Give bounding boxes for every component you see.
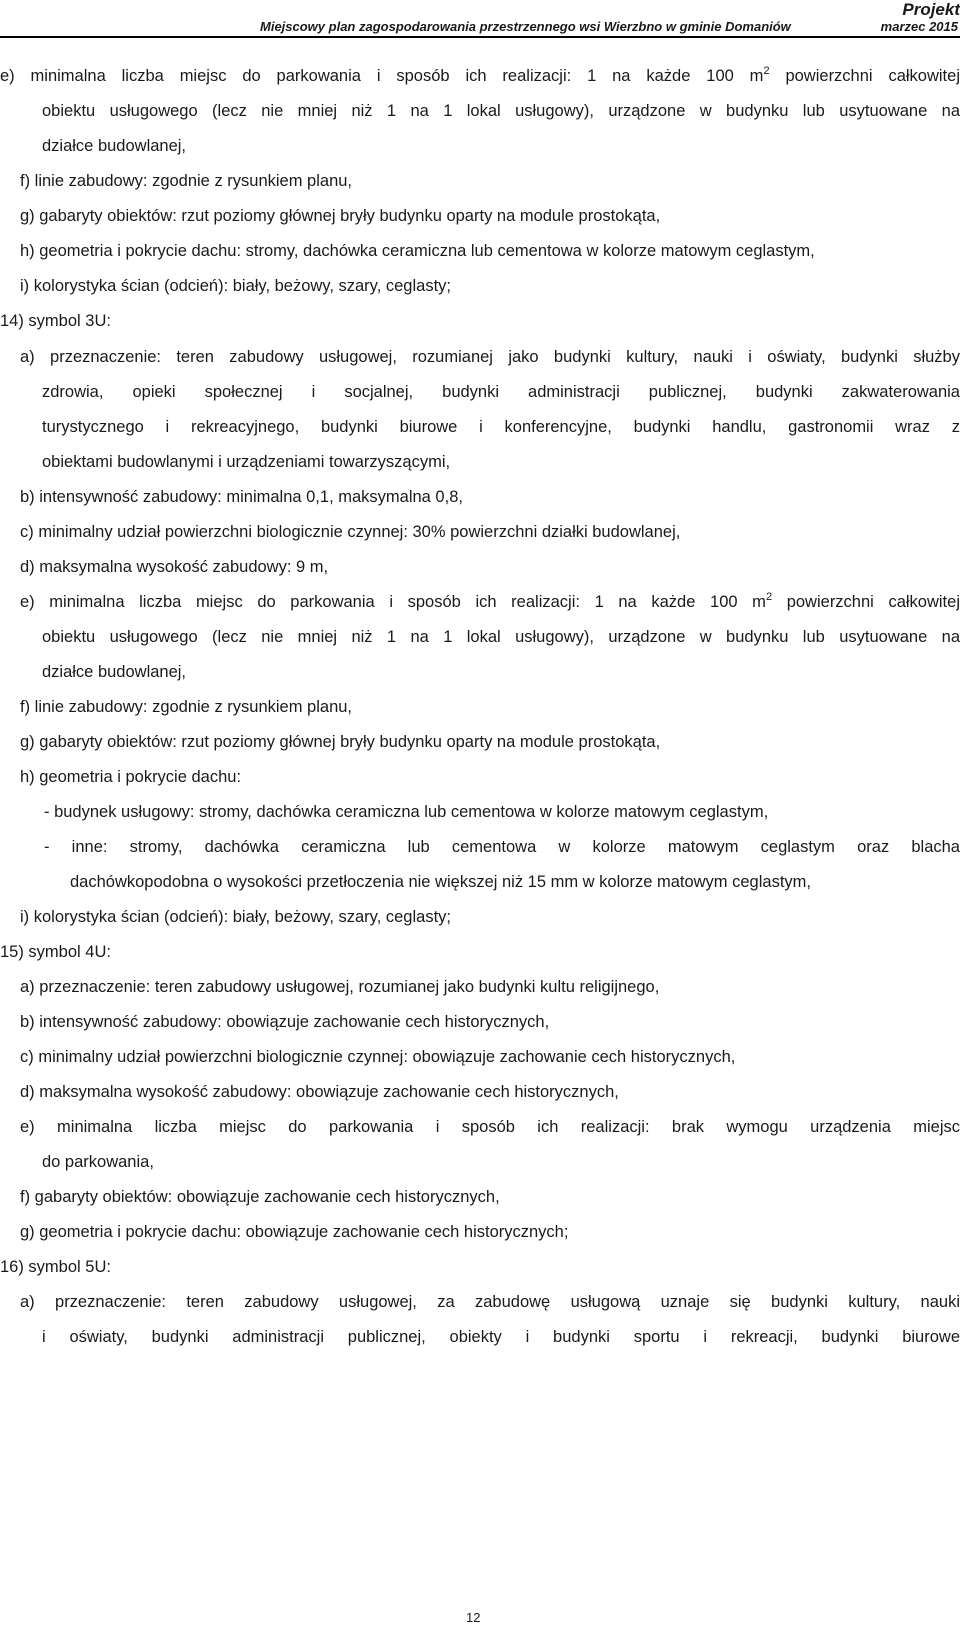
page-number: 12	[466, 1610, 481, 1625]
text-line: a) przeznaczenie: teren zabudowy usługowej, rozumianej jako budynki kultury, nauki i oświaty, budynki służby	[20, 348, 960, 366]
section-heading: 16) symbol 5U:	[0, 1258, 111, 1276]
text-line: b) intensywność zabudowy: minimalna 0,1, maksymalna 0,8,	[20, 488, 463, 506]
text-line: obiektu usługowego (lecz nie mniej niż 1 na 1 lokal usługowy), urządzone w budynku lub usytuowane na	[42, 102, 960, 120]
header-title: Projekt	[902, 0, 960, 19]
text-line: działce budowlanej,	[42, 663, 187, 681]
text-line: c) minimalny udział powierzchni biologicznie czynnej: obowiązuje zachowanie cech historycznych,	[20, 1048, 736, 1066]
text-line: obiektami budowlanymi i urządzeniami towarzyszącymi,	[42, 453, 451, 471]
text-line: f) gabaryty obiektów: obowiązuje zachowanie cech historycznych,	[20, 1188, 500, 1206]
text-line: b) intensywność zabudowy: obowiązuje zachowanie cech historycznych,	[20, 1013, 550, 1031]
text-line: g) gabaryty obiektów: rzut poziomy głównej bryły budynku oparty na module prostokąta,	[20, 207, 661, 225]
text-line: a) przeznaczenie: teren zabudowy usługowej, za zabudowę usługową uznaje się budynki kultury, nauki	[20, 1293, 960, 1311]
text-line: e) minimalna liczba miejsc do parkowania i sposób ich realizacji: 1 na każde 100 $m^2$ powierzchni całkowitej	[0, 65, 960, 85]
text-line: i) kolorystyka ścian (odcień): biały, beżowy, szary, ceglasty;	[20, 908, 451, 926]
header-subtitle: Miejscowy plan zagospodarowania przestrzennego wsi Wierzbno w gminie Domaniów	[260, 19, 791, 34]
text-line: e) minimalna liczba miejsc do parkowania i sposób ich realizacji: 1 na każde 100 $m^2$ powierzchni całkowitej	[20, 591, 960, 611]
text-line: d) maksymalna wysokość zabudowy: obowiązuje zachowanie cech historycznych,	[20, 1083, 619, 1101]
text-line: c) minimalny udział powierzchni biologicznie czynnej: 30% powierzchni działki budowlanej,	[20, 523, 681, 541]
section-heading: 14) symbol 3U:	[0, 312, 111, 330]
text-line: i oświaty, budynki administracji publicznej, obiekty i budynki sportu i rekreacji, budynki biurowe	[42, 1328, 960, 1346]
text-line: - budynek usługowy: stromy, dachówka ceramiczna lub cementowa w kolorze matowym ceglastym,	[44, 803, 769, 821]
text-line: a) przeznaczenie: teren zabudowy usługowej, rozumianej jako budynki kultu religijnego,	[20, 978, 660, 996]
section-heading: 15) symbol 4U:	[0, 943, 111, 961]
text-line: dachówkopodobna o wysokości przetłoczenia nie większej niż 15 mm w kolorze matowym ceglastym,	[70, 873, 811, 891]
text-line: f) linie zabudowy: zgodnie z rysunkiem planu,	[20, 698, 353, 716]
text-line: turystycznego i rekreacyjnego, budynki biurowe i konferencyjne, budynki handlu, gastronomii wraz z	[42, 418, 960, 436]
text-line: g) geometria i pokrycie dachu: obowiązuje zachowanie cech historycznych;	[20, 1223, 569, 1241]
text-line: f) linie zabudowy: zgodnie z rysunkiem planu,	[20, 172, 353, 190]
text-line: d) maksymalna wysokość zabudowy: 9 m,	[20, 558, 329, 576]
header-date: marzec 2015	[880, 19, 958, 34]
text-line: h) geometria i pokrycie dachu:	[20, 768, 242, 786]
text-line: do parkowania,	[42, 1153, 154, 1171]
text-line: obiektu usługowego (lecz nie mniej niż 1 na 1 lokal usługowy), urządzone w budynku lub usytuowane na	[42, 628, 960, 646]
text-line: działce budowlanej,	[42, 137, 187, 155]
text-line: i) kolorystyka ścian (odcień): biały, beżowy, szary, ceglasty;	[20, 277, 451, 295]
text-line: - inne: stromy, dachówka ceramiczna lub cementowa w kolorze matowym ceglastym oraz blacha	[44, 838, 960, 856]
page-header	[0, 0, 960, 40]
text-line: zdrowia, opieki społecznej i socjalnej, budynki administracji publicznej, budynki zakwaterowania	[42, 383, 960, 401]
text-line: h) geometria i pokrycie dachu: stromy, dachówka ceramiczna lub cementowa w kolorze matowym ceglastym,	[20, 242, 815, 260]
header-divider	[0, 36, 960, 38]
text-line: g) gabaryty obiektów: rzut poziomy głównej bryły budynku oparty na module prostokąta,	[20, 733, 661, 751]
text-line: e) minimalna liczba miejsc do parkowania i sposób ich realizacji: brak wymogu urządzenia miejsc	[20, 1118, 960, 1136]
